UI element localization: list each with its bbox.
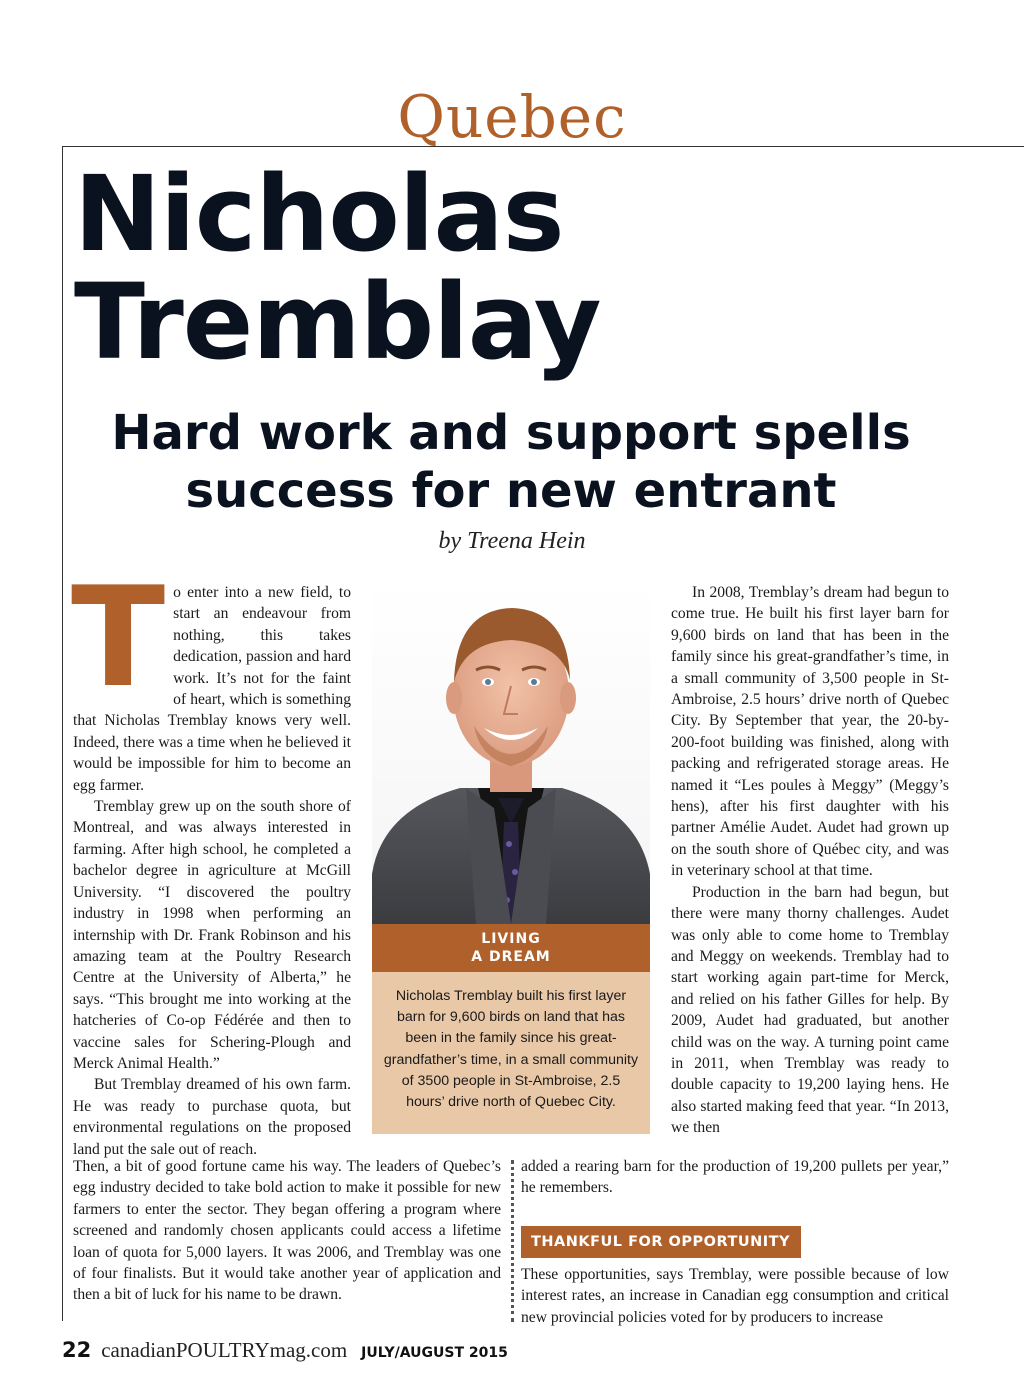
article-paragraph: But Tremblay dreamed of his own farm. He was ready to purchase quota, but environmental regulations on the proposed land put the sale out of reach. [73,1076,351,1158]
article-paragraph: In 2008, Tremblay’s dream had begun to come true. He built his first layer barn for 9,600 birds on land that has been in the family since his great-grandfather’s time, in a small community of 3,500 people in St-Ambroise, 2.5 hours’ drive north of Quebec City. By September that year, the 20-by-200-foot building was finished, along with packing and refrigerated storage areas. He named it “Les poules à Meggy” (Meggy’s hens), after his first daughter with his partner Amélie Audet. Audet had grown up on the south shore of Québec city, and was in veterinary school at that time. [671,584,949,880]
drop-cap: T [71,557,166,718]
left-rule [62,146,63,1321]
paragraph-text: o enter into a new field, to start an endeavour from nothing, this takes dedication, passion and hard work. It’s not for the faint of heart, which is something that Nicholas Tremblay knows very well. Indeed, there was a time when he believed it would be impossible for him to become an egg farmer. [73,584,351,794]
headline-line-1: Nicholas [74,153,564,275]
byline: by Treena Hein [438,528,586,554]
section-label: Quebec [397,83,627,151]
portrait-photo [372,582,650,924]
article-paragraph: These opportunities, says Tremblay, were possible because of low interest rates, an increase in Canadian egg consumption and critical new provincial policies voted for by producers to increase [521,1266,949,1326]
article-column-lower-right [521,1156,949,1199]
subheadline: Hard work and support spells success for new entrant [111,405,911,519]
man-portrait-icon [372,582,650,924]
headline-line-2: Tremblay [74,261,601,383]
photo-caption-title [372,924,650,972]
article-column-lower-right-continued [521,1264,949,1328]
article-column-right [671,582,949,1139]
article-paragraph: added a rearing barn for the production of 19,200 pullets per year,” he remembers. [521,1158,949,1197]
article-paragraph: Tremblay grew up on the south shore of Montreal, and was always interested in farming. After high school, he completed a bachelor degree in agriculture at McGill University. “I discovered the poultry industry in 1998 when performing an internship with Dr. Frank Robinson and his amazing team at the Poultry Research Centre at the University of Alberta,” he says. “This brought me into working at the hatcheries of Co-op Fédérée and then to vaccine sales for Schering-Plough and Merck Animal Health.” [73,798,351,1072]
page-footer [62,1338,508,1366]
article-paragraph: Production in the barn had begun, but there were many thorny challenges. Audet was only able to come home to Tremblay and Meggy on weekends. Tremblay had to start working again part-time for Merck, and relied on his father Gilles for help. By 2009, Audet had graduated, but another child was on the way. A turning point came in 2011, when Tremblay was ready to double capacity to 19,200 laying hens. He also started making feed that year. “In 2013, we then [671,883,949,1137]
article-column-lower-left [73,1156,501,1306]
article-paragraph: Then, a bit of good fortune came his way. The leaders of Quebec’s egg industry decided to take bold action to make it possible for new farmers to enter the sector. They began offering a program where screened and randomly chosen applicants could access a lifetime loan of quota for 5,000 layers. It was 2006, and Tremblay was one of four finalists. But it would take another year of application and then a bit of luck for his name to be drawn. [73,1158,501,1304]
page-number: 22 [62,1338,92,1362]
headline [74,153,601,383]
photo-caption-text: Nicholas Tremblay built his first layer barn for 9,600 birds on land that has been in the family since his great-grandfather’s time, in a small community of 3500 people in St-Ambroise, 2.5 hours’ drive north of Quebec City. [372,972,650,1134]
top-rule [62,146,1024,147]
article-paragraph [71,557,351,796]
issue-date: JULY/AUGUST 2015 [361,1345,508,1361]
article-column-left [71,557,351,1160]
section-subhead: THANKFUL FOR OPPORTUNITY [521,1226,801,1258]
caption-title-line-2: A DREAM [471,949,551,965]
column-divider [511,1160,514,1322]
site-name: canadianPOULTRYmag.com [101,1338,348,1362]
caption-title-line-1: LIVING [481,931,541,947]
